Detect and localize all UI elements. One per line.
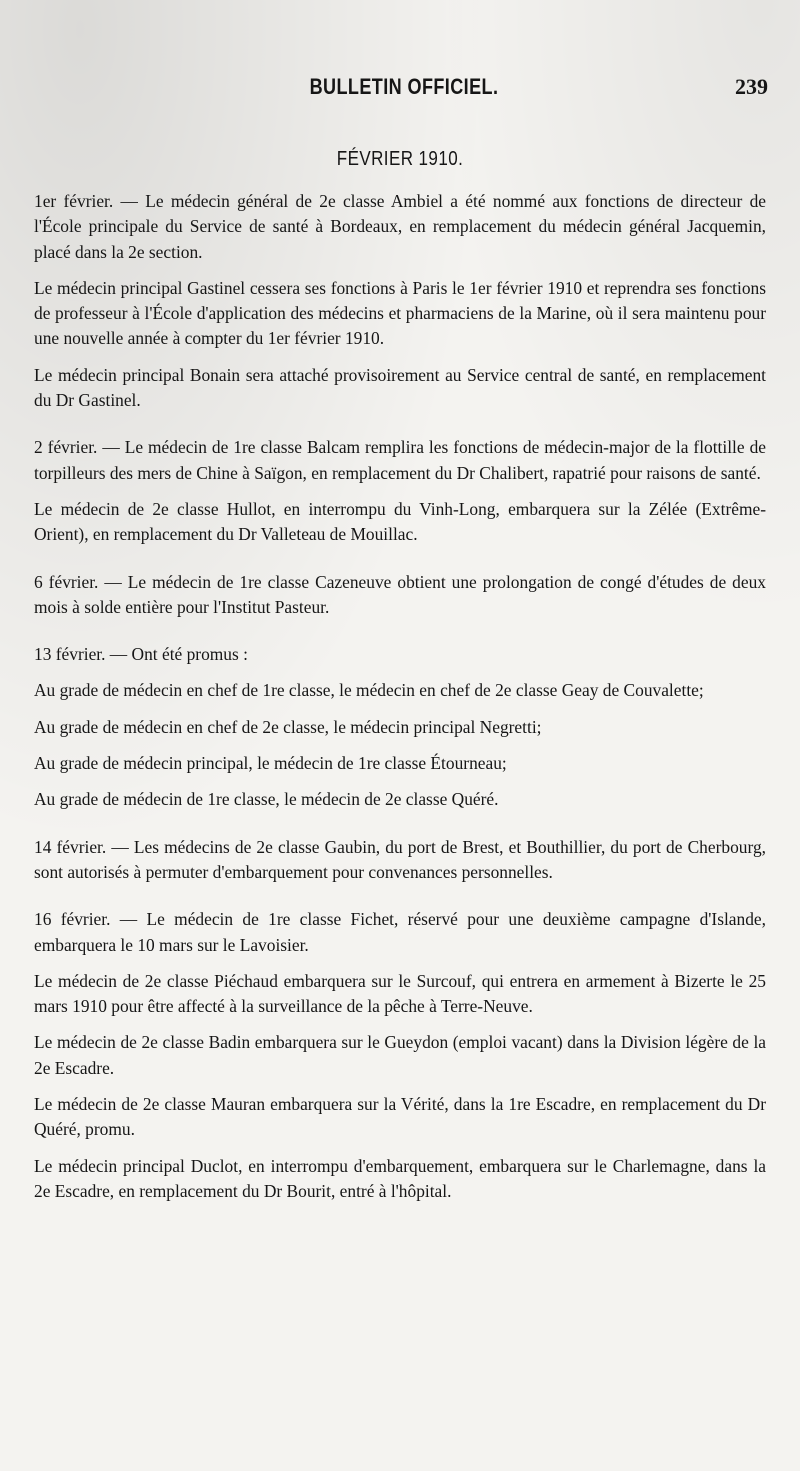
paragraph: 2 février. — Le médecin de 1re classe Balcam remplira les fonctions de médecin-major de la flottille de torpilleurs des mers de Chine à Saïgon, en remplacement du Dr Chalibert, rapatrié pour raisons de santé.	[34, 437, 766, 483]
paragraph: 14 février. — Les médecins de 2e classe Gaubin, du port de Brest, et Bouthillier, du port de Cherbourg, sont autorisés à permuter d'embarquement pour convenances personnelles.	[34, 836, 766, 882]
paragraph: Au grade de médecin de 1re classe, le médecin de 2e classe Quéré.	[34, 789, 499, 810]
paragraph: Au grade de médecin principal, le médecin de 1re classe Étourneau;	[34, 753, 507, 774]
paragraph: Le médecin principal Duclot, en interrompu d'embarquement, embarquera sur le Charlemagne, dans la 2e Escadre, en remplacement du Dr Bourit, entré à l'hôpital.	[34, 1155, 766, 1201]
paragraph: Le médecin de 2e classe Piéchaud embarquera sur le Surcouf, qui entrera en armement à Bizerte le 25 mars 1910 pour être affecté à la surveillance de la pêche à Terre-Neuve.	[34, 970, 766, 1017]
paragraph: Au grade de médecin en chef de 2e classe, le médecin principal Negretti;	[34, 716, 542, 737]
section-heading: FÉVRIER 1910.	[336, 148, 464, 170]
document-body	[34, 148, 766, 1204]
paragraph: 13 février. — Ont été promus :	[34, 644, 248, 665]
page-number: 239	[735, 74, 768, 99]
paragraph: 1er février. — Le médecin général de 2e classe Ambiel a été nommé aux fonctions de directeur de l'École principale du Service de santé à Bordeaux, en remplacement du médecin général Jacquemin, placé dans la 2e section.	[34, 191, 766, 262]
running-title: BULLETIN OFFICIEL.	[309, 74, 499, 99]
paragraph: Le médecin de 2e classe Mauran embarquera sur la Vérité, dans la 1re Escadre, en remplacement du Dr Quéré, promu.	[34, 1094, 766, 1140]
paragraph: 6 février. — Le médecin de 1re classe Cazeneuve obtient une prolongation de congé d'études de deux mois à solde entière pour l'Institut Pasteur.	[34, 571, 766, 617]
paragraph: Le médecin de 2e classe Hullot, en interrompu du Vinh-Long, embarquera sur la Zélée (Extrême-Orient), en remplacement du Dr Valleteau de Mouillac.	[34, 498, 766, 545]
paragraph: Le médecin principal Bonain sera attaché provisoirement au Service central de santé, en remplacement du Dr Gastinel.	[34, 364, 766, 411]
paragraph: Au grade de médecin en chef de 1re classe, le médecin en chef de 2e classe Geay de Couvalette;	[34, 680, 704, 701]
page-header	[40, 74, 768, 106]
paragraph: Le médecin principal Gastinel cessera ses fonctions à Paris le 1er février 1910 et reprendra ses fonctions de professeur à l'École d'application des médecins et pharmaciens de la Marine, où il sera maintenu pour une nouvelle année à compter du 1er février 1910.	[34, 277, 766, 349]
paragraph: Le médecin de 2e classe Badin embarquera sur le Gueydon (emploi vacant) dans la Division légère de la 2e Escadre.	[34, 1032, 766, 1078]
paragraph: 16 février. — Le médecin de 1re classe Fichet, réservé pour une deuxième campagne d'Islande, embarquera le 10 mars sur le Lavoisier.	[34, 909, 766, 955]
